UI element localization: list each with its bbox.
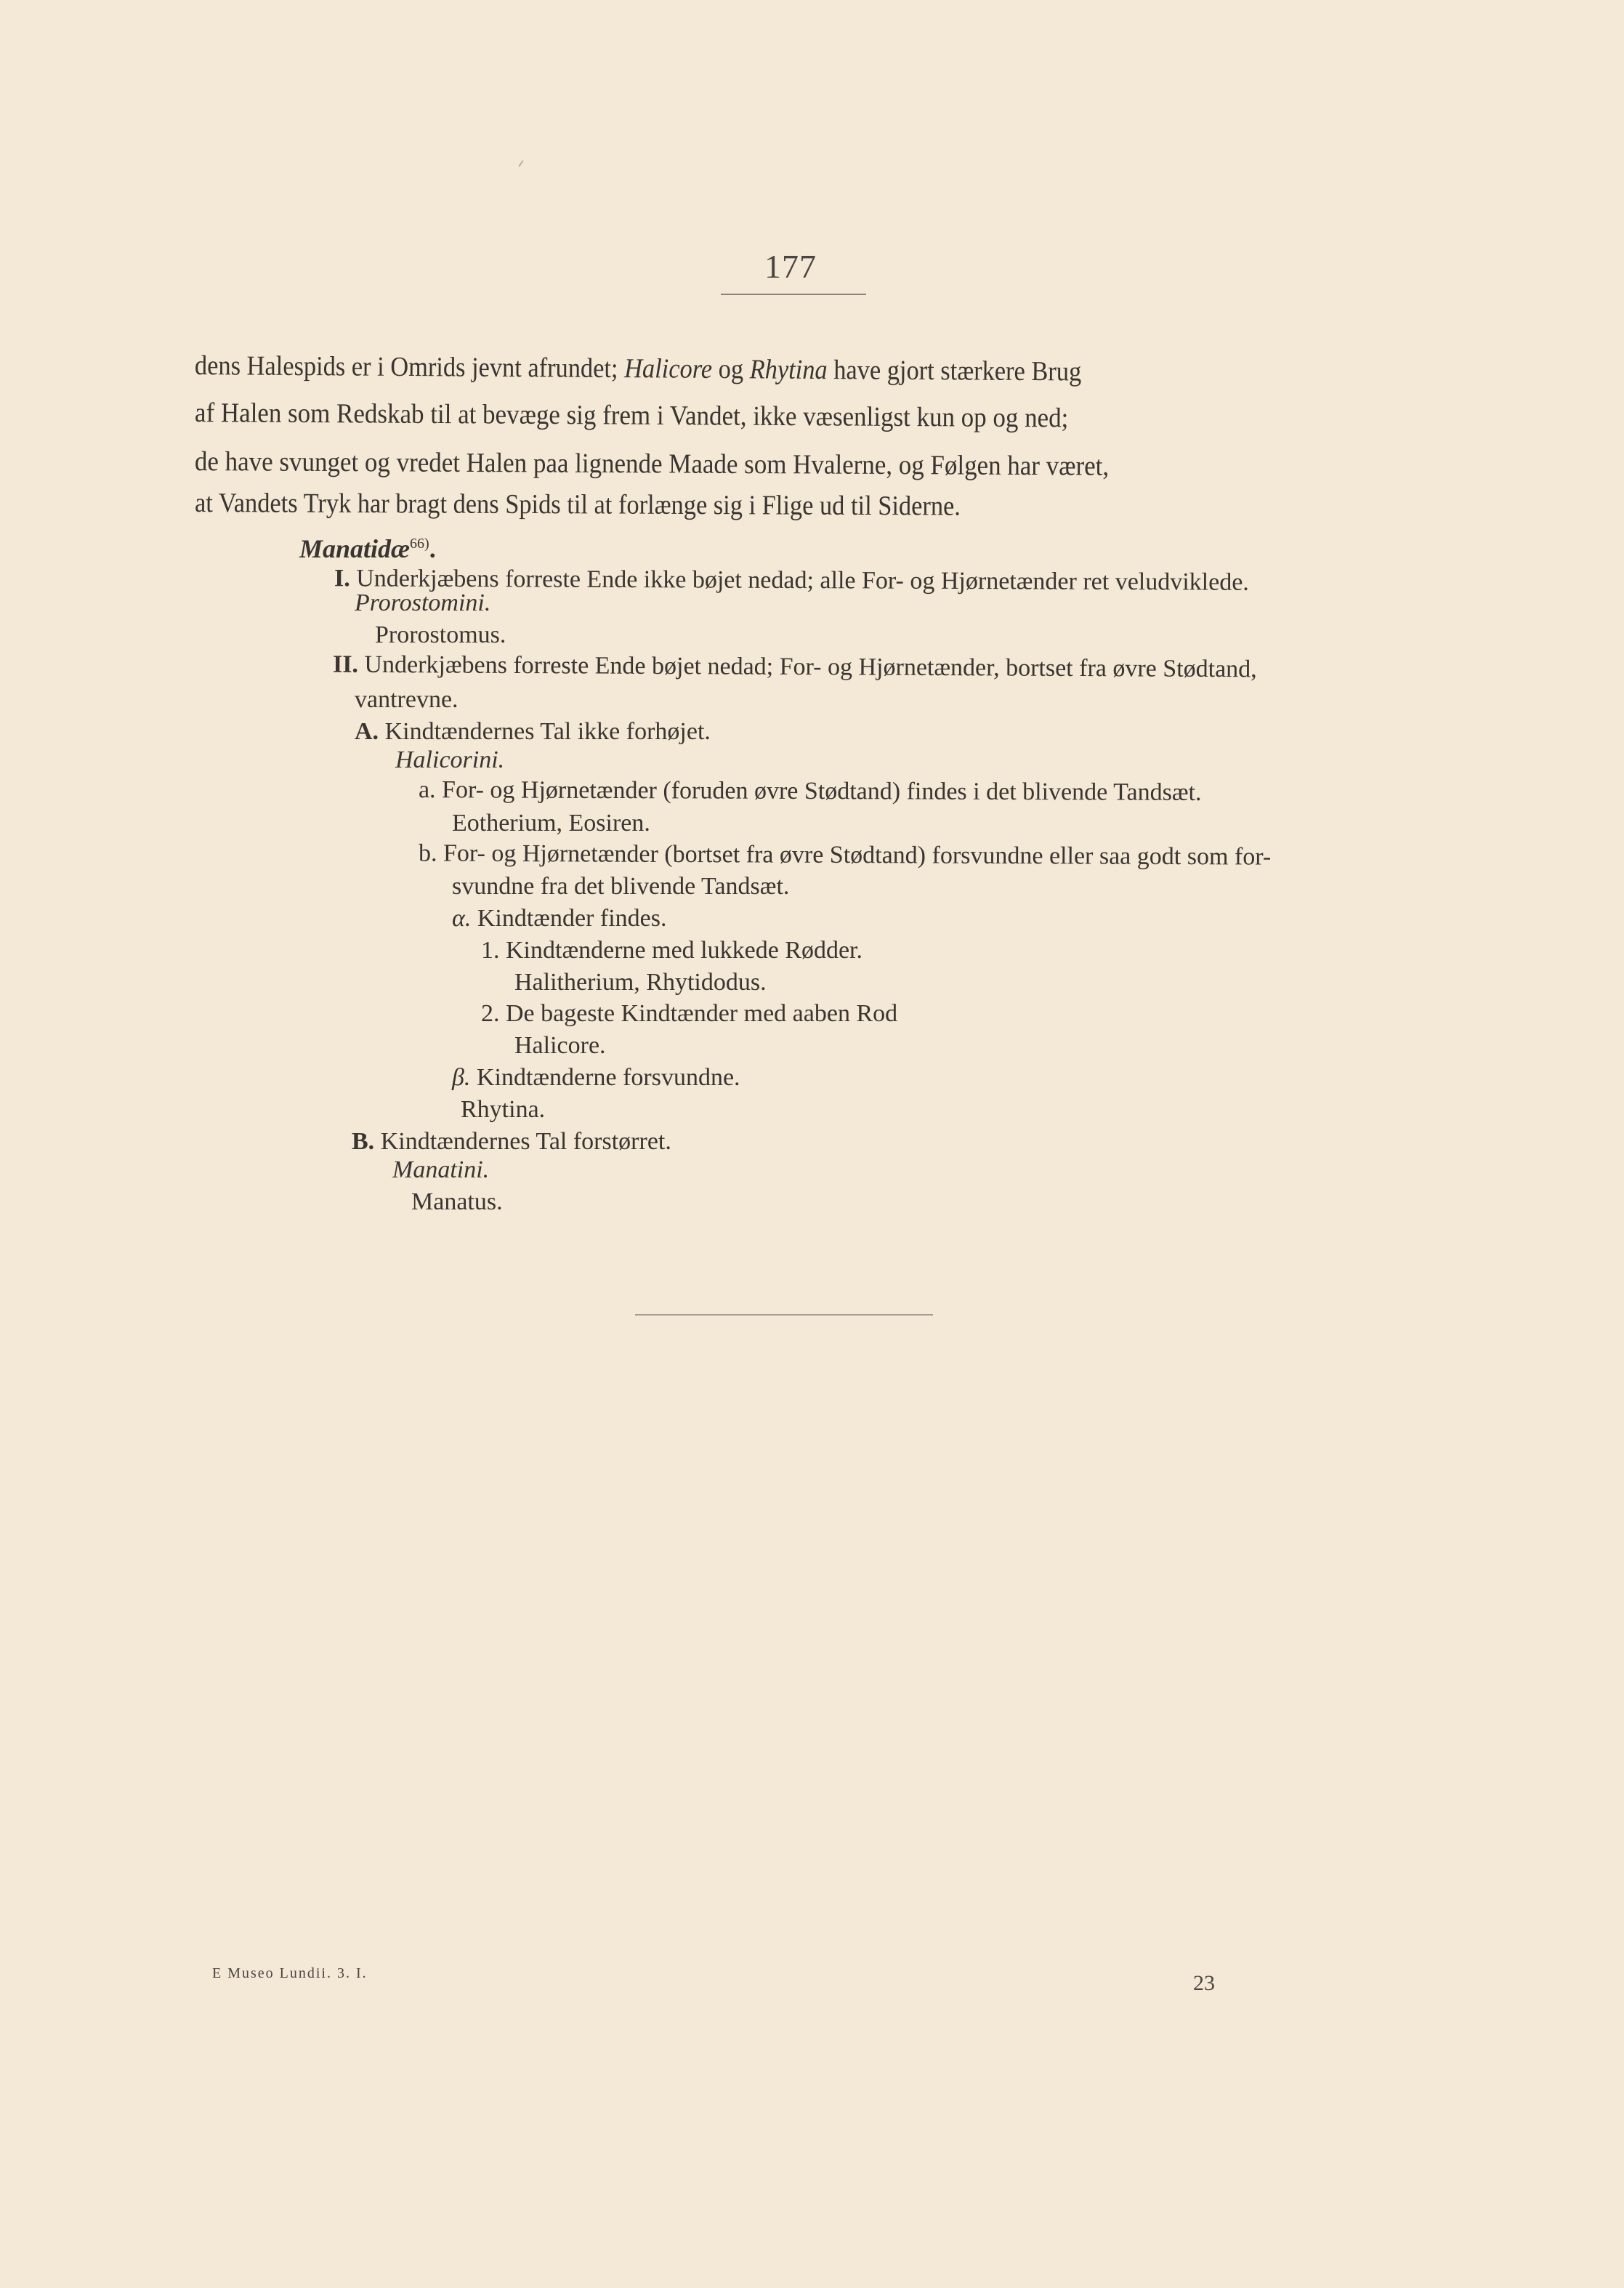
paragraph-text: og	[712, 353, 750, 385]
genus-name-italic: Rhytina	[749, 354, 828, 386]
paragraph-text: af Halen som Redskab til at bevæge sig frem i Vandet, ikke væsenligst kun op og ned;	[194, 398, 1069, 434]
key-marker: A.	[355, 718, 379, 745]
paragraph-line	[195, 446, 1109, 483]
key-continuation: vantrevne.	[355, 686, 458, 713]
tribe-name: Manatini.	[392, 1156, 490, 1183]
key-marker: α.	[452, 905, 472, 932]
key-marker: a.	[418, 776, 436, 804]
paragraph-text: have gjort stærkere Brug	[827, 355, 1082, 387]
key-text: Underkjæbens forreste Ende bøjet nedad; For- og Hjørnetænder, bortset fra øvre Stødtand,	[364, 650, 1257, 683]
key-marker: I.	[334, 565, 350, 592]
key-marker: 2.	[481, 1000, 500, 1027]
key-text: For- og Hjørnetænder (foruden øvre Stødtand) findes i det blivende Tandsæt.	[442, 776, 1202, 806]
key-entry	[481, 935, 863, 967]
key-entry	[481, 998, 897, 1030]
sheet-number: 23	[1193, 1971, 1215, 1995]
key-entry	[355, 716, 711, 748]
page-number: 177	[764, 248, 817, 285]
key-marker: β.	[452, 1064, 471, 1091]
paragraph-text: at Vandets Tryk har bragt dens Spids til at forlænge sig i Flige ud til Siderne.	[194, 488, 961, 522]
family-suffix: .	[429, 534, 436, 563]
key-entry	[333, 649, 1257, 686]
family-heading	[299, 533, 436, 565]
genus-name: Prorostomus.	[375, 621, 506, 648]
key-text: Kindtænder findes.	[477, 905, 667, 932]
end-rule	[635, 1314, 933, 1316]
key-entry	[419, 837, 1271, 873]
genus-name: Manatus.	[411, 1188, 503, 1215]
key-text: Kindtænderne med lukkede Rødder.	[506, 937, 863, 964]
key-marker: b.	[418, 839, 437, 867]
genus-name: Rhytina.	[461, 1096, 546, 1123]
key-text: De bageste Kindtænder med aaben Rod	[506, 1000, 898, 1027]
paragraph-line	[195, 397, 1069, 434]
paragraph-text: de have svunget og vredet Halen paa lignende Maade som Hvalerne, og Følgen har været,	[194, 446, 1110, 482]
key-text: Underkjæbens forreste Ende ikke bøjet nedad; alle For- og Hjørnetænder ret veludviklede.	[356, 565, 1249, 596]
family-name: Manatidæ	[299, 534, 411, 563]
key-marker: 1.	[481, 937, 500, 964]
key-text: Kindtændernes Tal ikke forhøjet.	[384, 718, 711, 745]
genus-name: Eotherium, Eosiren.	[452, 810, 650, 837]
key-text: For- og Hjørnetænder (bortset fra øvre Stødtand) forsvundne eller saa godt som for-	[443, 839, 1272, 871]
key-marker: B.	[352, 1128, 375, 1155]
header-rule	[721, 294, 866, 295]
pencil-mark	[518, 160, 523, 166]
genus-name: Halitherium, Rhytidodus.	[514, 969, 767, 996]
genus-name: Halicore.	[514, 1032, 606, 1059]
key-text: Kindtændernes Tal forstørret.	[380, 1128, 671, 1155]
footnote-ref: 66)	[410, 536, 429, 552]
paragraph-line	[195, 487, 961, 523]
genus-name-italic: Halicore	[624, 353, 713, 384]
key-entry	[452, 1062, 740, 1094]
paragraph-text: dens Halespids er i Omrids jevnt afrundet;	[194, 350, 625, 384]
paragraph-line	[195, 350, 1082, 388]
key-entry	[419, 774, 1202, 809]
tribe-name: Prorostomini.	[355, 589, 491, 616]
tribe-name: Halicorini.	[395, 746, 505, 773]
key-text: Kindtænderne forsvundne.	[476, 1064, 740, 1091]
signature-mark: E Museo Lundii. 3. I.	[212, 1965, 368, 1981]
key-entry	[452, 903, 667, 935]
key-entry	[352, 1126, 671, 1158]
key-marker: II.	[332, 650, 359, 678]
key-continuation: svundne fra det blivende Tandsæt.	[452, 873, 790, 900]
